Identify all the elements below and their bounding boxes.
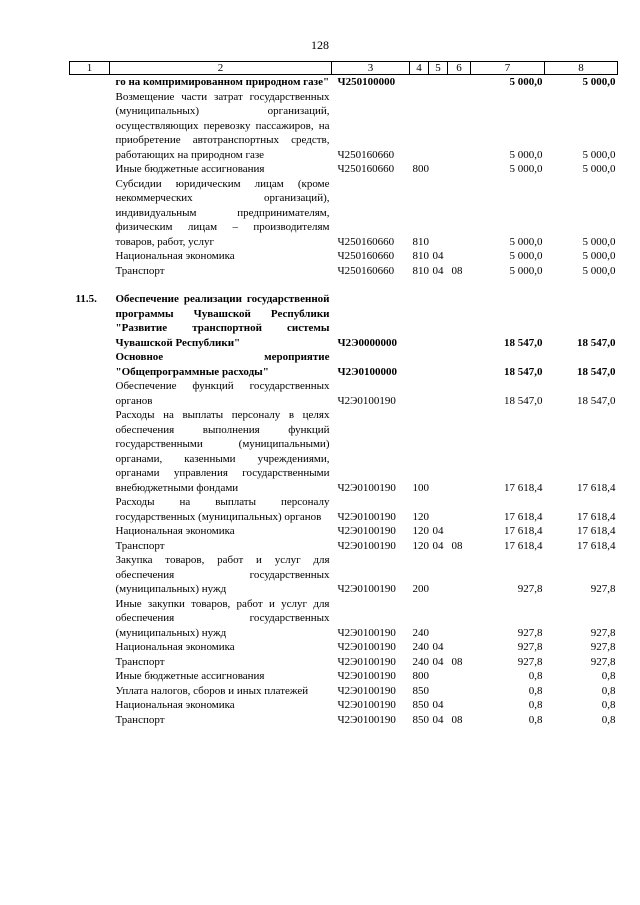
- table-row: [70, 640, 618, 655]
- expense-name: Расходы на выплаты персоналу в целях обеспечения выполнения функций государственными (муниципальными) органами, казенными учреждениями, органами управления государственными внебюджетными фондами: [115, 409, 330, 494]
- amount-col-8: 0,8: [601, 699, 616, 711]
- expense-name: Обеспечение функций государственных органов: [115, 380, 330, 407]
- table-row: [70, 379, 618, 408]
- target-article-code: Ч2Э0100190: [337, 655, 396, 668]
- expense-name: Транспорт: [115, 539, 165, 552]
- expense-type-code: 240: [412, 641, 429, 653]
- table-row: [70, 264, 618, 279]
- row-number: [70, 655, 110, 670]
- target-article-code: Ч2Э0100190: [337, 583, 396, 595]
- amount-col-7: 5 000,0: [509, 76, 543, 88]
- section-code: [429, 162, 448, 177]
- expense-type-code: 800: [412, 163, 429, 175]
- column-number: 7: [471, 62, 545, 75]
- table-row: [70, 90, 618, 163]
- target-article-code: Ч2Э0100190: [337, 510, 396, 523]
- expense-type-code: 120: [412, 525, 429, 537]
- expense-type-code: 810: [412, 235, 429, 248]
- section-code: [429, 177, 448, 250]
- section-code: 04: [432, 250, 444, 262]
- row-number: [70, 75, 110, 90]
- amount-col-7: 927,8: [517, 626, 543, 639]
- amount-col-7: 5 000,0: [509, 148, 543, 161]
- row-number: [70, 713, 110, 728]
- target-article-code: Ч2Э0100190: [337, 539, 396, 552]
- subsection-code: [448, 684, 471, 699]
- expense-name: Национальная экономика: [115, 525, 235, 537]
- section-code: 04: [432, 264, 444, 277]
- row-number: [70, 350, 110, 379]
- row-number: [70, 408, 110, 495]
- section-code: 04: [432, 525, 444, 537]
- expense-type-code: 850: [412, 684, 429, 697]
- expense-type-code: 800: [412, 670, 429, 682]
- table-row: [70, 162, 618, 177]
- amount-col-8: 5 000,0: [582, 250, 616, 262]
- row-number: [70, 249, 110, 264]
- section-code: [429, 553, 448, 597]
- section-code: [429, 597, 448, 641]
- target-article-code: Ч250160660: [337, 163, 395, 175]
- expense-name: Обеспечение реализации государственной программы Чувашской Республики "Развитие транспортной системы Чувашской Республики": [115, 293, 330, 349]
- expense-name: Уплата налогов, сборов и иных платежей: [115, 684, 309, 697]
- subsection-code: [448, 669, 471, 684]
- section-code: 04: [432, 713, 444, 726]
- table-row: [70, 75, 618, 90]
- section-code: [429, 408, 448, 495]
- expense-type-code: 120: [412, 539, 429, 552]
- amount-col-7: 18 547,0: [504, 336, 543, 349]
- row-number: [70, 597, 110, 641]
- subsection-code: 08: [451, 713, 463, 726]
- amount-col-8: 18 547,0: [577, 394, 616, 407]
- expense-name: Транспорт: [115, 655, 165, 668]
- expense-name: Национальная экономика: [115, 250, 235, 262]
- expense-name: Основное мероприятие "Общепрограммные расходы": [115, 351, 330, 378]
- column-number: 3: [332, 62, 410, 75]
- row-number: [70, 495, 110, 524]
- amount-col-7: 5 000,0: [509, 264, 543, 277]
- expense-type-code: 120: [412, 510, 429, 523]
- target-article-code: Ч2Э0100190: [337, 684, 396, 697]
- expense-type-code: 850: [412, 699, 429, 711]
- subsection-code: [448, 495, 471, 524]
- subsection-code: [448, 350, 471, 379]
- column-number: 4: [410, 62, 429, 75]
- subsection-code: [448, 408, 471, 495]
- row-number: [70, 90, 110, 163]
- section-code: [429, 292, 448, 350]
- table-row: [70, 698, 618, 713]
- table-row: [70, 684, 618, 699]
- expense-name: го на компримированном природном газе": [115, 76, 330, 88]
- target-article-code: Ч2Э0100190: [337, 641, 396, 653]
- expense-type-code: 850: [412, 713, 429, 726]
- table-row: [70, 669, 618, 684]
- section-code: [429, 669, 448, 684]
- amount-col-8: 927,8: [590, 641, 616, 653]
- expense-name: Иные закупки товаров, работ и услуг для обеспечения государственных (муниципальных) нужд: [115, 597, 330, 639]
- amount-col-8: 927,8: [590, 626, 616, 639]
- amount-col-7: 927,8: [517, 655, 543, 668]
- table-row: [70, 524, 618, 539]
- expense-name: Транспорт: [115, 713, 165, 726]
- amount-col-7: 0,8: [528, 684, 543, 697]
- subsection-code: [448, 379, 471, 408]
- amount-col-8: 18 547,0: [577, 365, 616, 378]
- target-article-code: Ч2Э0100190: [337, 699, 396, 711]
- amount-col-7: 17 618,4: [504, 510, 543, 523]
- table-body: [70, 75, 618, 728]
- table-row: [70, 539, 618, 554]
- amount-col-8: 927,8: [590, 655, 616, 668]
- column-number-header: [70, 62, 618, 75]
- target-article-code: Ч250160660: [337, 250, 395, 262]
- amount-col-8: 17 618,4: [577, 525, 616, 537]
- row-number: 11.5.: [75, 293, 97, 305]
- expense-type-code: 240: [412, 626, 429, 639]
- table-row: [70, 292, 618, 350]
- amount-col-7: 5 000,0: [509, 235, 543, 248]
- table-row: [70, 408, 618, 495]
- target-article-code: Ч2Э0100190: [337, 481, 396, 494]
- expense-name: Субсидии юридическим лицам (кроме некоммерческих организаций), индивидуальным предпринимателям, физическим лицам – производителям товаров, работ, услуг: [115, 177, 330, 248]
- subsection-code: 08: [451, 264, 463, 277]
- subsection-code: [448, 249, 471, 264]
- section-code: 04: [432, 539, 444, 552]
- subsection-code: [448, 698, 471, 713]
- column-number: 1: [70, 62, 110, 75]
- expense-name: Национальная экономика: [115, 641, 235, 653]
- column-number: 8: [545, 62, 618, 75]
- row-number: [70, 553, 110, 597]
- amount-col-7: 17 618,4: [504, 481, 543, 494]
- row-number: [70, 698, 110, 713]
- column-number: 6: [448, 62, 471, 75]
- table-row: [70, 495, 618, 524]
- target-article-code: Ч250160660: [337, 235, 395, 248]
- section-code: [429, 495, 448, 524]
- target-article-code: Ч2Э0100190: [337, 713, 396, 726]
- target-article-code: Ч2Э0100190: [337, 670, 396, 682]
- table-row: [70, 350, 618, 379]
- subsection-code: [448, 162, 471, 177]
- amount-col-8: 5 000,0: [582, 148, 616, 161]
- amount-col-7: 18 547,0: [504, 394, 543, 407]
- amount-col-8: 0,8: [601, 670, 616, 682]
- row-number: [70, 264, 110, 279]
- subsection-code: [448, 597, 471, 641]
- table-row: [70, 597, 618, 641]
- target-article-code: Ч2Э0100190: [337, 394, 396, 407]
- row-number: [70, 177, 110, 250]
- row-number: [70, 669, 110, 684]
- section-code: 04: [432, 641, 444, 653]
- section-code: 04: [432, 655, 444, 668]
- table-row: [70, 655, 618, 670]
- subsection-code: [448, 524, 471, 539]
- budget-table: [69, 61, 618, 727]
- amount-col-8: 0,8: [601, 713, 616, 726]
- amount-col-7: 927,8: [517, 583, 543, 595]
- amount-col-7: 18 547,0: [504, 365, 543, 378]
- target-article-code: Ч2Э0100000: [337, 365, 398, 378]
- expense-type-code: 810: [412, 264, 429, 277]
- spacer-row: [70, 278, 618, 292]
- target-article-code: Ч2Э0100190: [337, 525, 396, 537]
- target-article-code: Ч250160660: [337, 264, 395, 277]
- amount-col-7: 0,8: [528, 713, 543, 726]
- row-number: [70, 684, 110, 699]
- expense-type-code: [410, 379, 429, 408]
- amount-col-8: 17 618,4: [577, 510, 616, 523]
- subsection-code: 08: [451, 655, 463, 668]
- column-number: 2: [110, 62, 332, 75]
- row-number: [70, 379, 110, 408]
- section-code: [429, 350, 448, 379]
- amount-col-8: 5 000,0: [582, 264, 616, 277]
- amount-col-8: 5 000,0: [582, 235, 616, 248]
- subsection-code: 08: [451, 539, 463, 552]
- amount-col-7: 927,8: [517, 641, 543, 653]
- amount-col-8: 17 618,4: [577, 539, 616, 552]
- row-number: [70, 539, 110, 554]
- section-code: [429, 379, 448, 408]
- table-row: [70, 249, 618, 264]
- spacer-cell: [70, 278, 618, 292]
- target-article-code: Ч2Э0100190: [337, 626, 396, 639]
- column-number: 5: [429, 62, 448, 75]
- amount-col-8: 5 000,0: [582, 163, 616, 175]
- target-article-code: Ч2Э0000000: [337, 336, 398, 349]
- subsection-code: [448, 640, 471, 655]
- subsection-code: [448, 177, 471, 250]
- expense-name: Иные бюджетные ассигнования: [115, 163, 265, 175]
- amount-col-7: 0,8: [528, 670, 543, 682]
- table-row: [70, 553, 618, 597]
- target-article-code: Ч250160660: [337, 148, 395, 161]
- expense-type-code: 200: [412, 583, 429, 595]
- amount-col-7: 5 000,0: [509, 163, 543, 175]
- row-number: [70, 162, 110, 177]
- expense-type-code: [410, 292, 429, 350]
- amount-col-8: 18 547,0: [577, 336, 616, 349]
- subsection-code: [448, 553, 471, 597]
- expense-type-code: [410, 350, 429, 379]
- expense-name: Возмещение части затрат государственных (муниципальных) организаций, осуществляющих перевозку пассажиров, на приобретение автотранспортных средств, работающих на природном газе: [115, 90, 330, 161]
- amount-col-8: 17 618,4: [577, 481, 616, 494]
- table-row: [70, 177, 618, 250]
- section-code: [429, 75, 448, 90]
- amount-col-8: 927,8: [590, 583, 616, 595]
- expense-name: Закупка товаров, работ и услуг для обеспечения государственных (муниципальных) нужд: [115, 554, 330, 595]
- subsection-code: [448, 90, 471, 163]
- subsection-code: [448, 75, 471, 90]
- amount-col-7: 17 618,4: [504, 525, 543, 537]
- expense-name: Транспорт: [115, 264, 165, 277]
- table-row: [70, 713, 618, 728]
- row-number: [70, 524, 110, 539]
- expense-name: Расходы на выплаты персоналу государственных (муниципальных) органов: [115, 496, 330, 523]
- row-number: [70, 640, 110, 655]
- target-article-code: Ч250100000: [337, 76, 396, 88]
- expense-type-code: 240: [412, 655, 429, 668]
- subsection-code: [448, 292, 471, 350]
- expense-name: Национальная экономика: [115, 699, 235, 711]
- section-code: [429, 90, 448, 163]
- expense-type-code: [410, 75, 429, 90]
- amount-col-7: 5 000,0: [509, 250, 543, 262]
- amount-col-8: 5 000,0: [582, 76, 616, 88]
- amount-col-7: 0,8: [528, 699, 543, 711]
- expense-type-code: 100: [412, 481, 429, 494]
- expense-type-code: 810: [412, 250, 429, 262]
- amount-col-8: 0,8: [601, 684, 616, 697]
- expense-name: Иные бюджетные ассигнования: [115, 670, 265, 682]
- section-code: 04: [432, 699, 444, 711]
- expense-type-code: [410, 90, 429, 163]
- page-number: 128: [311, 38, 329, 52]
- amount-col-7: 17 618,4: [504, 539, 543, 552]
- section-code: [429, 684, 448, 699]
